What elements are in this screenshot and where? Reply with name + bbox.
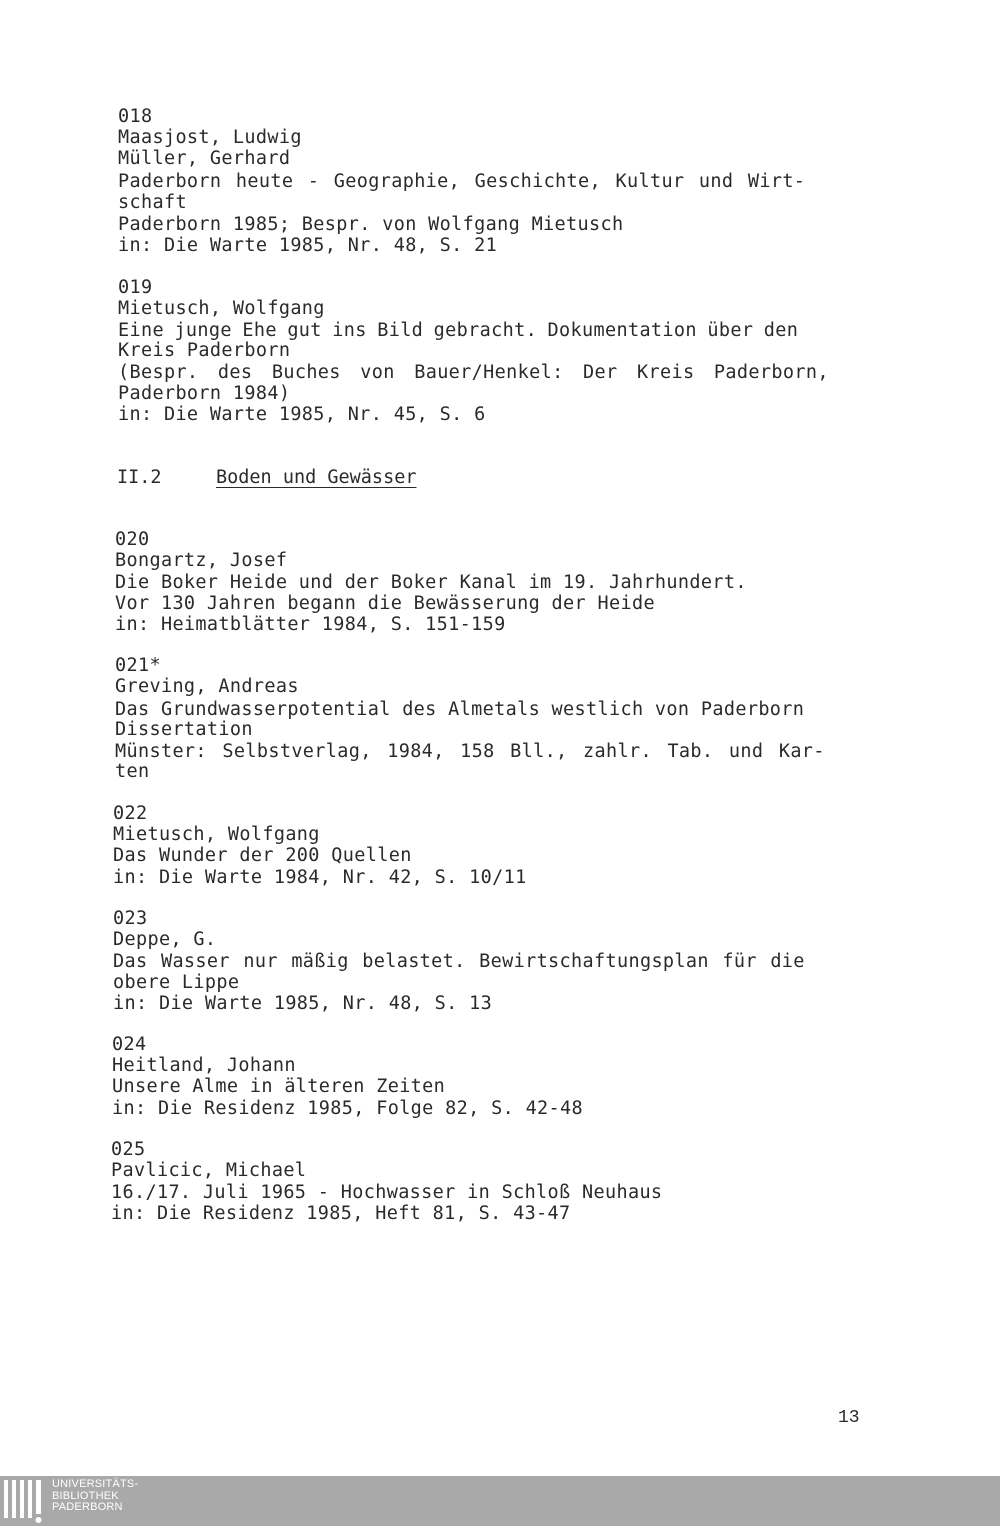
section-number: II.2 [117, 467, 162, 488]
entry-title: Paderborn heute - Geographie, Geschichte, Kultur und Wirt- [118, 171, 806, 192]
entry-author: Heitland, Johann [112, 1055, 296, 1076]
entry-author: Mietusch, Wolfgang [118, 298, 325, 319]
entry-author: Müller, Gerhard [118, 148, 291, 169]
entry-title: Das Wasser nur mäßig belastet. Bewirtschaftungsplan für die [113, 951, 805, 972]
entry-number: 019 [118, 277, 153, 298]
entry-title: schaft [118, 192, 187, 213]
entry-number: 018 [118, 106, 153, 127]
entry-source: in: Die Warte 1985, Nr. 48, S. 13 [113, 993, 493, 1014]
entry-author: Deppe, G. [113, 929, 217, 950]
entry-source: in: Heimatblätter 1984, S. 151-159 [115, 614, 506, 635]
entry-title: Unsere Alme in älteren Zeiten [112, 1076, 446, 1097]
entry-number: 024 [112, 1034, 147, 1055]
entry-title: Kreis Paderborn [118, 340, 291, 361]
entry-source: in: Die Residenz 1985, Folge 82, S. 42-48 [112, 1098, 584, 1119]
entry-title: 16./17. Juli 1965 - Hochwasser in Schloß Neuhaus [111, 1182, 663, 1203]
entry-number: 022 [113, 803, 148, 824]
entry-number: 020 [115, 529, 150, 550]
entry-number: 023 [113, 908, 148, 929]
entry-title: Das Grundwasserpotential des Almetals westlich von Paderborn [115, 699, 805, 720]
entry-title: Eine junge Ehe gut ins Bild gebracht. Dokumentation über den [118, 320, 799, 341]
entry-author: Mietusch, Wolfgang [113, 824, 320, 845]
entry-note: Paderborn 1984) [118, 383, 291, 404]
entry-publication: Münster: Selbstverlag, 1984, 158 Bll., zahlr. Tab. und Kar- [115, 741, 825, 762]
entry-type: Dissertation [115, 719, 253, 740]
entry-number: 025 [111, 1139, 146, 1160]
library-name-line: UNIVERSITÄTS- [52, 1478, 139, 1490]
entry-title: obere Lippe [113, 972, 240, 993]
entry-title: Vor 130 Jahren begann die Bewässerung der Heide [115, 593, 655, 614]
entry-number: 021* [115, 655, 161, 676]
entry-publication: Paderborn 1985; Bespr. von Wolfgang Mietusch [118, 214, 624, 235]
library-name-line: BIBLIOTHEK [52, 1489, 119, 1502]
library-name [52, 1479, 138, 1514]
entry-author: Maasjost, Ludwig [118, 127, 302, 148]
page-number: 13 [838, 1408, 860, 1428]
library-name-line: PADERBORN [52, 1501, 123, 1513]
entry-note: (Bespr. des Buches von Bauer/Henkel: Der Kreis Paderborn, [118, 362, 829, 383]
entry-author: Bongartz, Josef [115, 550, 288, 571]
section-title: Boden und Gewässer [216, 467, 417, 488]
entry-source: in: Die Warte 1985, Nr. 48, S. 21 [118, 235, 498, 256]
entry-author: Greving, Andreas [115, 676, 299, 697]
entry-source: in: Die Warte 1984, Nr. 42, S. 10/11 [113, 867, 527, 888]
library-footer [0, 1476, 1000, 1526]
entry-source: in: Die Residenz 1985, Heft 81, S. 43-47 [111, 1203, 571, 1224]
entry-title: Die Boker Heide und der Boker Kanal im 19. Jahrhundert. [115, 572, 747, 593]
entry-publication: ten [115, 761, 150, 782]
entry-author: Pavlicic, Michael [111, 1160, 307, 1181]
entry-source: in: Die Warte 1985, Nr. 45, S. 6 [118, 404, 486, 425]
library-logo-icon [2, 1478, 48, 1524]
entry-title: Das Wunder der 200 Quellen [113, 845, 412, 866]
